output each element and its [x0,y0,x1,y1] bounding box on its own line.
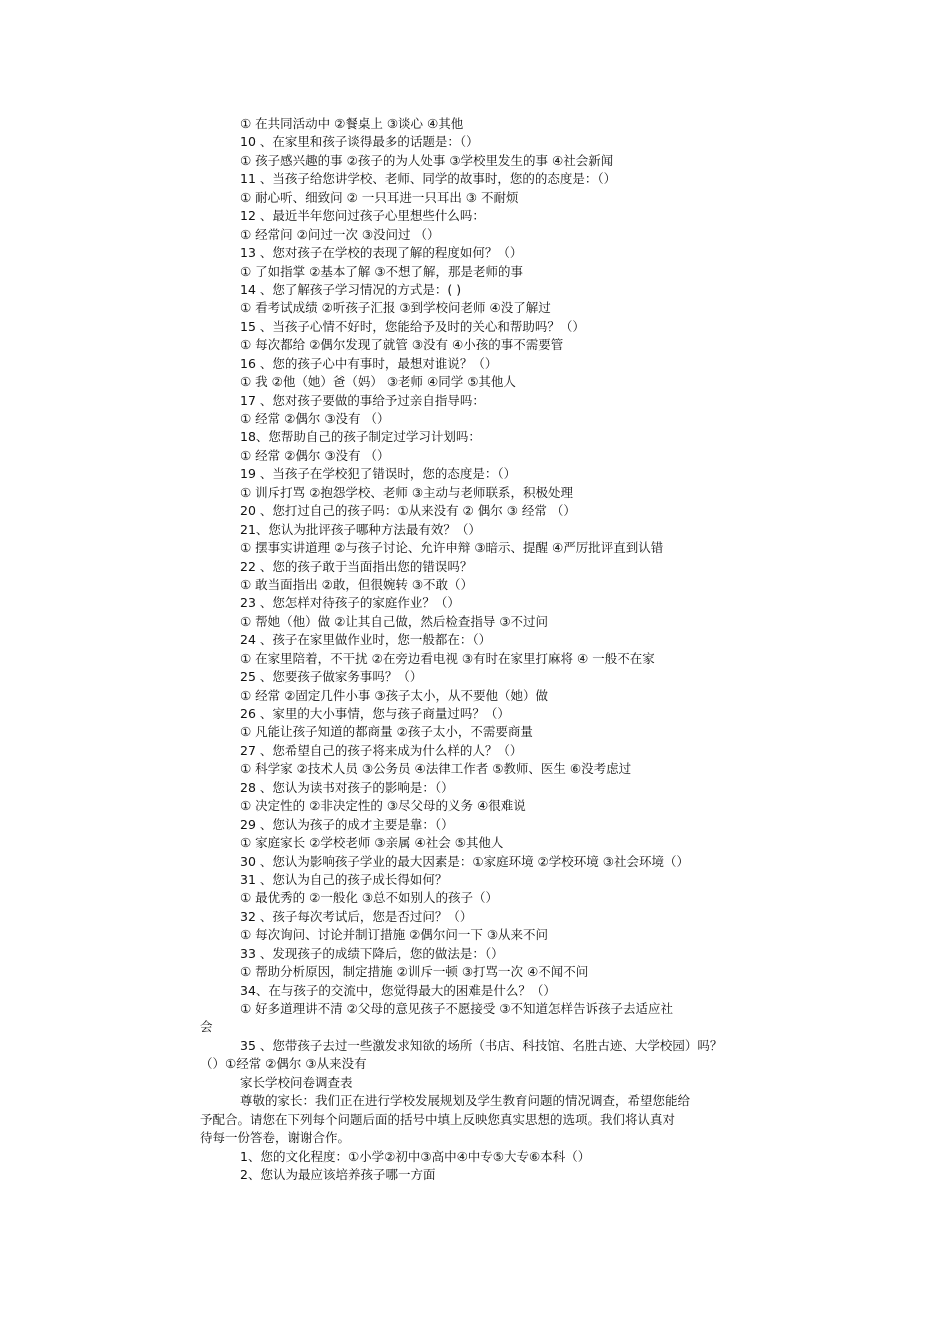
text-line: 16 、您的孩子心中有事时，最想对谁说？（） [240,355,498,371]
text-line: 21、您认为批评孩子哪种方法最有效？（） [240,521,481,537]
text-line: ① 经常 ②固定几件小事 ③孩子太小，从不要他（她）做 [240,687,549,703]
text-line: ① 好多道理讲不清 ②父母的意见孩子不愿接受 ③不知道怎样告诉孩子去适应社 [240,1001,674,1016]
text-line: 23 、您怎样对待孩子的家庭作业？（） [240,595,460,611]
text-line: 31 、您认为自己的孩子成长得如何？ [240,871,448,887]
text-line: ① 经常问 ②问过一次 ③没问过 （） [240,226,440,242]
text-line: 18、您帮助自己的孩子制定过学习计划吗： [240,429,481,445]
text-line: 22 、您的孩子敢于当面指出您的错误吗？ [240,558,473,574]
text-line: ① 了如指掌 ②基本了解 ③不想了解，那是老师的事 [240,263,524,279]
text-line: ① 我 ②他（她）爸（妈） ③老师 ④同学 ⑤其他人 [240,374,516,390]
text-line: 尊敬的家长：我们正在进行学校发展规划及学生教育问题的情况调查，希望您能给 [240,1093,691,1109]
text-line: ① 科学家 ②技术人员 ③公务员 ④法律工作者 ⑤教师、医生 ⑥没考虑过 [240,761,632,777]
text-line: 19 、当孩子在学校犯了错误时，您的态度是：（） [240,466,517,482]
text-line: ① 敢当面指出 ②敢，但很婉转 ③不敢（） [240,576,474,592]
text-line: ① 摆事实讲道理 ②与孩子讨论、允许申辩 ③暗示、提醒 ④严厉批评直到认错 [240,540,664,556]
text-line: ① 帮她（他）做 ②让其自己做，然后检查指导 ③不过问 [240,613,549,629]
text-line: 予配合。请您在下列每个问题后面的括号中填上反映您真实思想的选项。我们将认真对 [200,1111,676,1127]
text-line: 待每一份答卷，谢谢合作。 [200,1130,351,1146]
text-line: 26 、家里的大小事情，您与孩子商量过吗？（） [240,706,510,721]
text-line: 28 、您认为读书对孩子的影响是：（） [240,779,454,795]
text-line: ① 看考试成绩 ②听孩子汇报 ③到学校问老师 ④没了解过 [240,300,551,316]
text-line: 11 、当孩子给您讲学校、老师、同学的故事时，您的的态度是：（） [240,171,617,187]
text-line: ① 凡能让孩子知道的都商量 ②孩子太小，不需要商量 [240,724,533,740]
text-line: 家长学校问卷调查表 [240,1074,353,1090]
text-line: 会 [200,1019,213,1035]
text-line: 32 、孩子每次考试后，您是否过问？（） [240,908,473,924]
text-line: ① 家庭家长 ②学校老师 ③亲属 ④社会 ⑤其他人 [240,835,504,851]
text-line: 30 、您认为影响孩子学业的最大因素是：①家庭环境 ②学校环境 ③社会环境（） [240,853,689,869]
text-line: 1、您的文化程度：①小学②初中③高中④中专⑤大专⑥本科（） [240,1148,591,1164]
text-line: 35 、您带孩子去过一些激发求知欲的场所（书店、科技馆、名胜古迹、大学校园）吗？ [240,1037,723,1053]
text-line: ① 耐心听、细致问 ② 一只耳进一只耳出 ③ 不耐烦 [240,189,519,205]
text-line: 2、您认为最应该培养孩子哪一方面 [240,1166,436,1182]
text-line: ① 在家里陪着，不干扰 ②在旁边看电视 ③有时在家里打麻将 ④ 一般不在家 [240,650,655,666]
text-line: ① 经常 ②偶尔 ③没有 （） [240,411,390,426]
text-line: 34、在与孩子的交流中，您觉得最大的困难是什么？（） [240,982,556,998]
text-line: ① 经常 ②偶尔 ③没有 （） [240,447,390,463]
text-line: 20 、您打过自己的孩子吗：①从来没有 ② 偶尔 ③ 经常 （） [240,503,576,519]
text-line: 14 、您了解孩子学习情况的方式是：( ) [240,281,462,297]
text-line: ① 在共同活动中 ②餐桌上 ③谈心 ④其他 [240,116,464,131]
text-line: 17 、您对孩子要做的事给予过亲自指导吗： [240,392,485,408]
text-line: 29 、您认为孩子的成才主要是靠：（） [240,816,454,832]
text-line: ① 训斥打骂 ②抱怨学校、老师 ③主动与老师联系，积极处理 [240,484,574,500]
text-line: ① 决定性的 ②非决定性的 ③尽父母的义务 ④很难说 [240,798,526,814]
text-line: 10 、在家里和孩子谈得最多的话题是：（） [240,134,479,150]
text-line: （）①经常 ②偶尔 ③从来没有 [200,1056,367,1072]
text-line: 33 、发现孩子的成绩下降后，您的做法是：（） [240,945,504,961]
text-line: ① 每次都给 ②偶尔发现了就管 ③没有 ④小孩的事不需要管 [240,337,564,353]
text-line: ① 最优秀的 ②一般化 ③总不如别人的孩子（） [240,890,499,906]
text-line: 25 、您要孩子做家务事吗？（） [240,669,423,685]
text-line: 27 、您希望自己的孩子将来成为什么样的人？（） [240,742,523,758]
text-line: 24 、孩子在家里做作业时，您一般都在：（） [240,632,492,648]
text-line: 13 、您对孩子在学校的表现了解的程度如何？（） [240,245,523,261]
text-line: 15 、当孩子心情不好时，您能给予及时的关心和帮助吗？（） [240,318,585,334]
text-line: ① 孩子感兴趣的事 ②孩子的为人处事 ③学校里发生的事 ④社会新闻 [240,152,614,168]
text-line: ① 每次询问、讨论并制订措施 ②偶尔问一下 ③从来不问 [240,927,549,943]
text-line: 12 、最近半年您问过孩子心里想些什么吗： [240,208,485,224]
text-line: ① 帮助分析原因，制定措施 ②训斥一顿 ③打骂一次 ④不闻不问 [240,964,589,980]
document-body [200,115,760,1184]
